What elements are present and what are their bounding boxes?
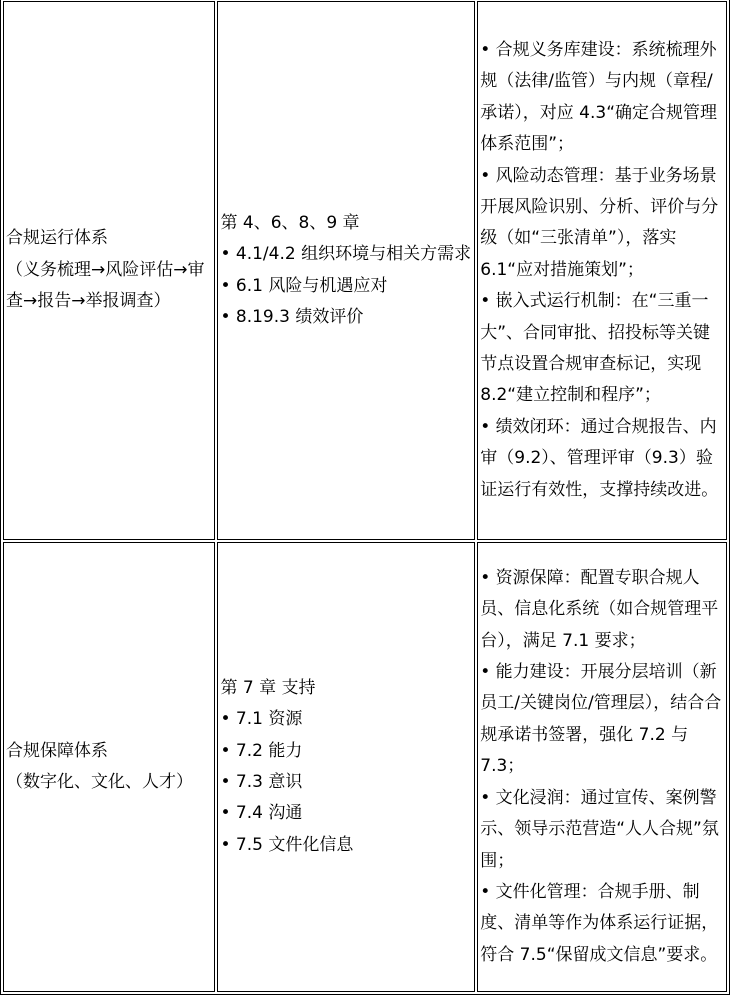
system-name: 合规保障体系 xyxy=(6,740,108,761)
system-scope: （数字化、文化、人才） xyxy=(6,772,193,792)
clause-item: • 8.19.3 绩效评价 xyxy=(220,306,364,327)
table-row xyxy=(3,1,727,540)
practice-cell xyxy=(477,1,727,540)
clause-item: • 7.4 沟通 xyxy=(220,803,303,824)
practice-item: • 合规义务库建设：系统梳理外规（法律/监管）与内规（章程/承诺），对应 4.3“确定合规管理体系范围”； xyxy=(480,39,717,155)
clause-chapter: 第 4、6、8、9 章 xyxy=(220,212,360,233)
practice-item: • 文件化管理：合规手册、制度、清单等作为体系运行证据，符合 7.5“保留成文信息”要求。 xyxy=(480,881,719,965)
system-scope: （义务梳理→风险评估→审查→报告→举报调查） xyxy=(6,259,205,312)
practice-item: • 文化浸润：通过宣传、案例警示、领导示范营造“人人合规”氛围； xyxy=(480,787,719,871)
practice-cell xyxy=(477,542,727,992)
system-name-cell xyxy=(3,1,215,540)
practice-item: • 能力建设：开展分层培训（新员工/关键岗位/管理层），结合合规承诺书签署，强化 7.2 与 7.3； xyxy=(480,662,722,777)
practice-item: • 风险动态管理：基于业务场景开展风险识别、分析、评价与分级（如“三张清单”），落实 6.1“应对措施策划”； xyxy=(480,165,719,280)
system-name-cell xyxy=(3,542,215,992)
practice-item: • 绩效闭环：通过合规报告、内审（9.2）、管理评审（9.3）验证运行有效性，支撑持续改进。 xyxy=(480,416,719,500)
clause-cell xyxy=(217,542,475,992)
system-name: 合规运行体系 xyxy=(6,228,108,249)
clause-chapter: 第 7 章 支持 xyxy=(220,677,316,698)
clause-item: • 4.1/4.2 组织环境与相关方需求 xyxy=(220,244,472,265)
clause-item: • 7.3 意识 xyxy=(220,772,303,792)
table-row xyxy=(3,542,727,992)
clause-cell xyxy=(217,1,475,540)
practice-item: • 资源保障：配置专职合规人员、信息化系统（如合规管理平台），满足 7.1 要求； xyxy=(480,567,719,651)
clause-item: • 7.5 文件化信息 xyxy=(220,834,354,855)
clause-item: • 6.1 风险与机遇应对 xyxy=(220,275,388,296)
clause-item: • 7.2 能力 xyxy=(220,740,303,761)
clause-item: • 7.1 资源 xyxy=(220,709,303,730)
practice-item: • 嵌入式运行机制：在“三重一大”、合同审批、招投标等关键节点设置合规审查标记，实现 8.2“建立控制和程序”； xyxy=(480,291,711,406)
